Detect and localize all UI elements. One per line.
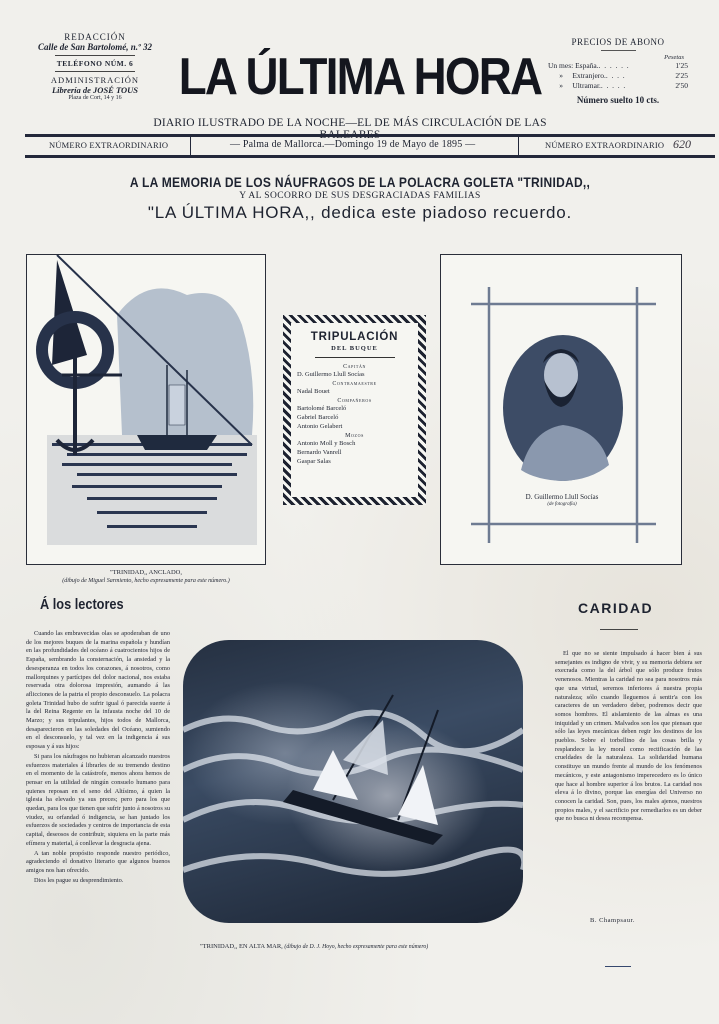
caption-credit: (dibujo de Miguel Sarmiento, hecho expresamente para este número.) (62, 578, 230, 584)
caption-title: "TRINIDAD,, EN ALTA MAR, (200, 943, 283, 950)
divider (55, 55, 135, 56)
paragraph: El que no se siente impulsado á hacer bien á sus semejantes es indigno de vivir, y su memoria debiera ser execrada como la del árbol que sólo produce frutos venenosos. Mientras la caridad no sea para nosotros más que una virtud, seremos inferiores á nuestra propia naturaleza; sólo cuando lleguemos á sentir'a con los caracteres de un verdadero deber, podremos decir que somos hombres. El aislamiento de las almas es una iniquidad y un crimen. Malvados son los que piensan que sólo las leyes mecánicas deben regir los destinos de los pueblos. Sobre el torbellino de las cosas brilla y resplandece la ley moral como rectificación de las crueldades de la naturaleza. La solidaridad humana constituye un mundo frente al mundo de los fenómenos mecánicos, y este antagonismo imperecedero es lo único que hace al hombre superior á los brutos. La caridad nos eleva á lo divino, porque las energías del Universo no conocen la caridad. Son, pues, los males ajenos, nuestros propios males, y el sacrificio por remediarlos es un deber que no busca ni desea recompensa. (555, 650, 702, 823)
administracion-label: ADMINISTRACIÓN (50, 75, 140, 85)
plaza-address: Plaza de Cort, 14 y 16 (68, 95, 122, 101)
divider (518, 137, 519, 155)
masthead-left-info (20, 32, 170, 101)
article-caridad-body (555, 650, 702, 825)
crew-name: Antonio Moll y Bosch (297, 440, 356, 447)
portrait-frame (440, 254, 682, 565)
single-issue-price: Número suelto 10 cts. (576, 95, 660, 105)
crew-name: Bartolomé Barceló (297, 405, 347, 412)
crew-name: Gabriel Barceló (297, 414, 339, 421)
illustration-ship-storm (183, 640, 523, 923)
telefono: TELÉFONO NÚM. 6 (56, 59, 134, 68)
ornament-rule (315, 357, 395, 358)
crew-role: Mozos (345, 433, 364, 439)
crew-name: Antonio Gelabert (297, 423, 343, 430)
center-illustration-caption (200, 943, 540, 950)
crew-role: Compañeros (337, 398, 372, 404)
crew-subtitle: DEL BUQUE (331, 345, 378, 352)
handwritten-number: 620 (673, 137, 691, 151)
divider (601, 50, 636, 51)
dedication-line-1: A LA MEMORIA DE LOS NÁUFRAGOS DE LA POLACRA GOLETA "TRINIDAD,, (129, 174, 591, 190)
portrait-name: D. Guillermo Llull Socías (525, 493, 599, 501)
left-illustration-caption (26, 569, 266, 585)
dateline-band (25, 134, 715, 158)
illustration-ship-anchored (26, 254, 266, 565)
article-signature: B. Champsaur. (590, 917, 635, 924)
crew-title: TRIPULACIÓN (310, 331, 399, 343)
newspaper-subtitle: DIARIO ILUSTRADO DE LA NOCHE—EL DE MÁS CIRCULACIÓN DE LAS BALEARES (153, 117, 547, 141)
crew-name: Nadal Bouet (297, 388, 330, 395)
paragraph: Cuando las embravecidas olas se apoderaban de uno de los mejores buques de la marina española y hundían en las profundidades del océano á cuatrocientos hijos de España, sembrando la consternación, la ansiedad y la desesperanza en todos los corazones, á nosotros, como mallorquines y partícipes del dolor nacional, nos estaba reservada otra dolorosa impresión, aumando á las aflicciones de la patria el propio desconsuelo. La polacra goleta Trinidad hubo de sufrir igual ó parecida suerte á la del Reina Regente en la infausta noche del 10 de Marzo; y sus tripulantes, hijos todos de Mallorca, desaparecieron en las soledades del Océano, sumiendo en el desconsuelo, y tal vez en la indigencia á sus esposas y á sus hijos: (26, 630, 170, 751)
crew-role: Capitán (343, 364, 366, 370)
edition-left: NÚMERO EXTRAORDINARIO (49, 140, 169, 150)
ship-anchored-drawing (27, 255, 266, 565)
dedication-line-3: "LA ÚLTIMA HORA,, dedica este piadoso recuerdo. (147, 203, 573, 222)
ornament-rule (600, 629, 638, 630)
price-row: » Extranjero.. . . . 2'25 (548, 71, 688, 80)
paragraph: Dios les pague su desprendimiento. (34, 876, 124, 884)
caption-credit: (dibujo de D. J. Hoyo, hecho expresamente para este número) (284, 944, 429, 950)
crew-name: Gaspar Salas (297, 458, 331, 465)
dedication-line-2: Y AL SOCORRO DE SUS DESGRACIADAS FAMILIAS (239, 191, 481, 201)
price-row: » Ultramar.. . . . . 2'50 (548, 81, 688, 90)
end-rule (605, 966, 631, 967)
price-row: Un mes: España.. . . . . . 1'25 (548, 61, 688, 70)
newspaper-title: LA ÚLTIMA HORA (178, 48, 542, 106)
paragraph: A tan noble propósito responde nuestro periódico, agradeciendo el donativo literario que algunos buenos amigos nos han ofrecido. (26, 849, 170, 874)
article-heading-lectores: Á los lectores (40, 596, 124, 613)
crew-role: Contramaestre (332, 381, 377, 387)
divider (190, 137, 191, 155)
date-place: — Palma de Mallorca.—Domingo 19 de Mayo de 1895 — (230, 139, 476, 150)
redaccion-label: REDACCIÓN (64, 32, 126, 42)
article-heading-caridad: CARIDAD (578, 600, 654, 616)
prices-heading: PRECIOS DE ABONO (571, 37, 665, 47)
subscription-prices (548, 37, 688, 105)
portrait-note: (de fotografía) (547, 502, 577, 507)
storm-drawing (183, 640, 523, 923)
divider (55, 71, 135, 72)
paragraph: Si para los náufragos no hubieran alcanzado nuestros esfuerzos materiales á librarles de su tremendo destino en el momento de la catástrofe, menos ahora hemos de pensar en la utilidad de ningún consuelo humano para quienes reposan en el seno del Altísimo, á quien la iglesia ha elevado ya sus preces; pero para los que quedan, para los que tienen que sufrir junto á nosotros su viudez, su orfandad ó indigencia, se han juntado los esfuerzos de sociedades y centros de importancia de esta capital, deseosos de contribuir, siquiera en la parte más efímera y material, á conllevar la desgracia ajena. (26, 752, 170, 847)
libreria: Librería de JOSÉ TOUS (51, 85, 139, 95)
portrait-ornament (441, 255, 683, 566)
crew-name: Bernardo Vanrell (297, 449, 342, 456)
crew-name: D. Guillermo Llull Socías (297, 371, 365, 378)
article-lectores-body (26, 630, 170, 886)
redaccion-address: Calle de San Bartolomé, n.º 32 (38, 42, 152, 52)
currency-label: Pesetas (664, 54, 684, 61)
crew-list-box (283, 315, 426, 505)
edition-right: NÚMERO EXTRAORDINARIO (545, 140, 665, 150)
caption-title: "TRINIDAD,, ANCLADO, (110, 569, 182, 576)
